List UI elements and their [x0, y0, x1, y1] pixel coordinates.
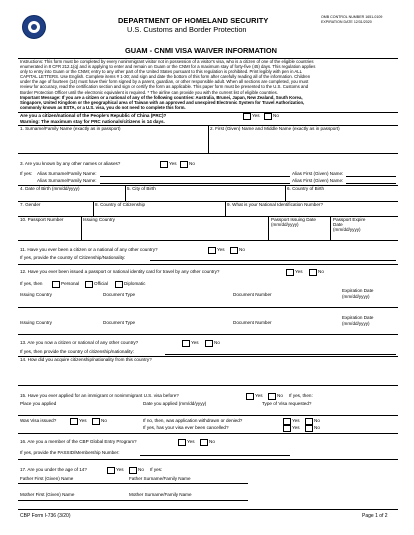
q15-issued-no-checkbox[interactable]: [92, 418, 100, 425]
prc-warning: Warning: The maximum stay for PRC nationals/citizens is 14 days.: [20, 119, 165, 124]
q10-exp-label: Passport Expire: [333, 217, 366, 222]
q12-diplomatic-checkbox[interactable]: [115, 281, 123, 288]
q13-country-field[interactable]: [165, 354, 396, 355]
q12-yes-checkbox[interactable]: [286, 269, 294, 276]
q10-exp-label-2: Date: [333, 222, 343, 227]
subagency-title: U.S. Customs and Border Protection: [127, 25, 247, 34]
page-number: Page 1 of 2: [362, 513, 388, 519]
q15-ifno-yes-checkbox[interactable]: [283, 418, 291, 425]
q3-yes-checkbox[interactable]: [160, 161, 168, 168]
form-number: CBP Form I-736 (3/20): [20, 513, 71, 519]
q16-no-checkbox[interactable]: [200, 439, 208, 446]
q15-no-label: No: [277, 393, 283, 398]
q12-docnum-label-2: Document Number: [233, 320, 272, 325]
expiration-date: EXPIRATION DATE 12/31/2020: [321, 20, 372, 24]
q17-yes-label: Yes: [116, 467, 124, 472]
q11-label: 11. Have you ever been a citizen or a national of any other country?: [20, 247, 158, 252]
q17-yes-checkbox[interactable]: [107, 467, 115, 474]
q12-label: 12. Have you ever been issued a passport or national identity card for travel by any other country?: [20, 269, 220, 274]
q4-label: 4. Date of Birth (mm/dd/yyyy): [20, 186, 80, 191]
q12-docnum-label: Document Number: [233, 292, 272, 297]
q15-date-label: Date you applied (mm/dd/yyyy): [143, 401, 207, 406]
q13-yes-label: Yes: [191, 340, 199, 345]
q16-ifyes: If yes, provide the PASSID/Membership Number:: [20, 450, 120, 455]
q3-no-checkbox[interactable]: [180, 161, 188, 168]
form-title: GUAM - CNMI VISA WAIVER INFORMATION: [125, 46, 277, 55]
q15-cancel-yes-checkbox[interactable]: [283, 425, 291, 432]
prc-yes-label: Yes: [252, 113, 260, 118]
omb-control: OMB CONTROL NUMBER 1651-0109: [321, 15, 383, 19]
q13-yes-checkbox[interactable]: [182, 340, 190, 347]
q7-label: 7. Gender: [20, 202, 41, 207]
q15-label: 15. Have you ever applied for an immigrant or nonimmigrant U.S. visa before?: [20, 393, 179, 398]
q12-official-checkbox[interactable]: [85, 281, 93, 288]
q17-no-checkbox[interactable]: [129, 467, 137, 474]
q15-ifno-no-checkbox[interactable]: [305, 418, 313, 425]
q15-ifno-yes-label: Yes: [292, 418, 300, 423]
q10-label: 10. Passport Number: [20, 217, 64, 222]
q13-label: 13. Are you now a citizen or national of any other country?: [20, 340, 139, 345]
q9-label: 9. What is your National Identification Number?: [227, 202, 324, 207]
agency-title: DEPARTMENT OF HOMELAND SECURITY: [118, 16, 269, 25]
q12-issuing-label: Issuing Country: [20, 292, 52, 297]
alias-first-1-label: Alias First (Given) Name:: [292, 171, 344, 176]
q11-no-checkbox[interactable]: [230, 247, 238, 254]
q12-ifyes: If yes, then: [20, 281, 43, 286]
alias-surname-1-label: Alias Surname/Family Name:: [37, 171, 97, 176]
q12-no-label: No: [318, 269, 324, 274]
q15-cancel-label: If yes, has your visa ever been cancelled?: [143, 425, 229, 430]
q12-diplomatic-label: Diplomatic: [124, 281, 146, 286]
q13-no-label: No: [214, 340, 220, 345]
q3-yes-label: Yes: [169, 161, 177, 166]
alias-first-2-label: Alias First (Given) Name:: [292, 178, 344, 183]
q10-issue-date-label: Passport Issuing Date: [271, 217, 316, 222]
q14-label: 14. How did you acquire citizenship/nationality from this country?: [20, 357, 152, 362]
q15-no-checkbox[interactable]: [268, 393, 276, 400]
q15-cancel-no-checkbox[interactable]: [305, 425, 313, 432]
alias-first-1-field[interactable]: [346, 176, 396, 177]
q15-cancel-yes-label: Yes: [292, 425, 300, 430]
q12-exp-label: Expiration Date: [342, 288, 374, 293]
q3-ifyes: If yes:: [20, 171, 33, 176]
mother-surname-label: Mother Surname/Family Name: [129, 492, 192, 497]
q16-no-label: No: [209, 439, 215, 444]
q12-no-checkbox[interactable]: [309, 269, 317, 276]
q15-yes-label: Yes: [255, 393, 263, 398]
q16-yes-checkbox[interactable]: [178, 439, 186, 446]
q11-no-label: No: [239, 247, 245, 252]
mother-first-label: Mother First (Given) Name: [20, 492, 75, 497]
q16-passid-field[interactable]: [140, 455, 290, 456]
q10-issue-fmt: (mm/dd/yyyy): [271, 222, 299, 227]
q15-issued-yes-checkbox[interactable]: [70, 418, 78, 425]
q17-no-label: No: [138, 467, 144, 472]
q11-yes-checkbox[interactable]: [208, 247, 216, 254]
instructions-block: Instructions: This form must be completed by every nonimmigrant visitor not in possession of a visitor's visa, who is a citizen of one of the eligible countries enumerated in 8 CFR 212.1(q) and is applying to enter and remain on Guam or the CNMI for a maximum stay of forty-five (45) days. This regulation applies only to entry into Guam or the CNMI; entry to any other part of the United States pursuant to this regulation is prohibited. Print legibly with pen in ALL CAPITAL LETTERS. Use English. Complete items # 1-30; and sign and date the bottom of this form after carefully reading all of the information. Children under the age of fourteen (14) must have their form signed by a parent, guardian, or other responsible adult. When all sections are completed, you must review for accuracy, read the certification section and sign or certify the form as applicable. This paper form must be presented to the U.S. Customs and Border Protection Officer until the electronic equivalent is required. * The airline can provide you with the current list of eligible countries. Important Message: If you are a citizen or a national of any of the following countries: Australia, Brunei, Japan, New Zealand, South Korea, Singapore, United Kingdom or the geographical area of Taiwan with an approved and unexpired Electronic System for Travel Authorization, commonly known as ESTA, or a U.S. visa, you do not need to complete this form.: [20, 59, 316, 111]
q12-exp-fmt-2: (mm/dd/yyyy): [342, 321, 370, 326]
q17-ifyes: If yes:: [150, 467, 163, 472]
surname-field[interactable]: [20, 133, 206, 151]
alias-first-2-field[interactable]: [346, 183, 396, 184]
q11-country-field[interactable]: [150, 260, 396, 261]
father-first-label: Father First (Given) Name: [20, 476, 74, 481]
q13-no-checkbox[interactable]: [205, 340, 213, 347]
q1-label: 1. Surname/Family Name (exactly as in passport): [20, 126, 121, 131]
q13-ifyes: If yes, then provide the country of citizenship/nationality:: [20, 349, 134, 354]
q15-issued-yes-label: Yes: [79, 418, 87, 423]
alias-surname-2-label: Alias Surname/Family Name:: [37, 178, 97, 183]
q10-exp-fmt: (mm/dd/yyyy): [333, 227, 361, 232]
dhs-seal-icon: [22, 15, 46, 39]
father-surname-label: Father Surname/Family Name: [129, 476, 191, 481]
q10-issuing-label: Issuing Country: [83, 217, 115, 222]
prc-no-label: No: [273, 113, 279, 118]
prc-yes-checkbox[interactable]: [243, 113, 251, 120]
q12-personal-label: Personal: [61, 281, 80, 286]
q15-place-label: Place you applied: [20, 401, 57, 406]
q12-personal-checkbox[interactable]: [52, 281, 60, 288]
q16-yes-label: Yes: [187, 439, 195, 444]
first-name-field[interactable]: [210, 133, 396, 151]
q12-exp-fmt: (mm/dd/yyyy): [342, 294, 370, 299]
q12-official-label: Official: [94, 281, 108, 286]
q3-no-label: No: [189, 161, 195, 166]
alias-surname-2-field[interactable]: [100, 183, 290, 184]
q15-issued-no-label: No: [101, 418, 107, 423]
prc-no-checkbox[interactable]: [264, 113, 272, 120]
q11-yes-label: Yes: [217, 247, 225, 252]
q15-ifyes: If yes, then:: [289, 393, 313, 398]
q12-doctype-label-2: Document Type: [103, 320, 136, 325]
q15-cancel-no-label: No: [314, 425, 320, 430]
q12-exp-label-2: Expiration Date: [342, 315, 374, 320]
q5-label: 5. City of Birth: [127, 186, 156, 191]
q15-ifno-no-label: No: [314, 418, 320, 423]
q15-issued-label: Was Visa issued?: [20, 418, 57, 423]
q6-label: 6. Country of Birth: [287, 186, 325, 191]
q12-doctype-label: Document Type: [103, 292, 136, 297]
q3-label: 3. Are you known by any other names or aliases?: [20, 161, 121, 166]
alias-surname-1-field[interactable]: [100, 176, 290, 177]
q17-label: 17. Are you under the age of 14?: [20, 467, 87, 472]
q8-label: 8. Country of Citizenship: [95, 202, 146, 207]
q16-label: 16. Are you a member of the CBP Global Entry Program?: [20, 439, 137, 444]
q11-ifyes: If yes, provide the country of Citizenship/Nationality:: [20, 255, 126, 260]
prc-question: Are you a citizen/national of the People's Republic of China (PRC)?: [20, 113, 167, 118]
q15-yes-checkbox[interactable]: [246, 393, 254, 400]
q15-ifno-label: If no, then, was application withdrawn or denied?: [143, 418, 243, 423]
q12-issuing-label-2: Issuing Country: [20, 320, 52, 325]
q12-yes-label: Yes: [295, 269, 303, 274]
q2-label: 2. First (Given) Name and Middle Name (exactly as in passport): [210, 126, 340, 131]
q15-type-label: Type of Visa requested?: [262, 401, 312, 406]
